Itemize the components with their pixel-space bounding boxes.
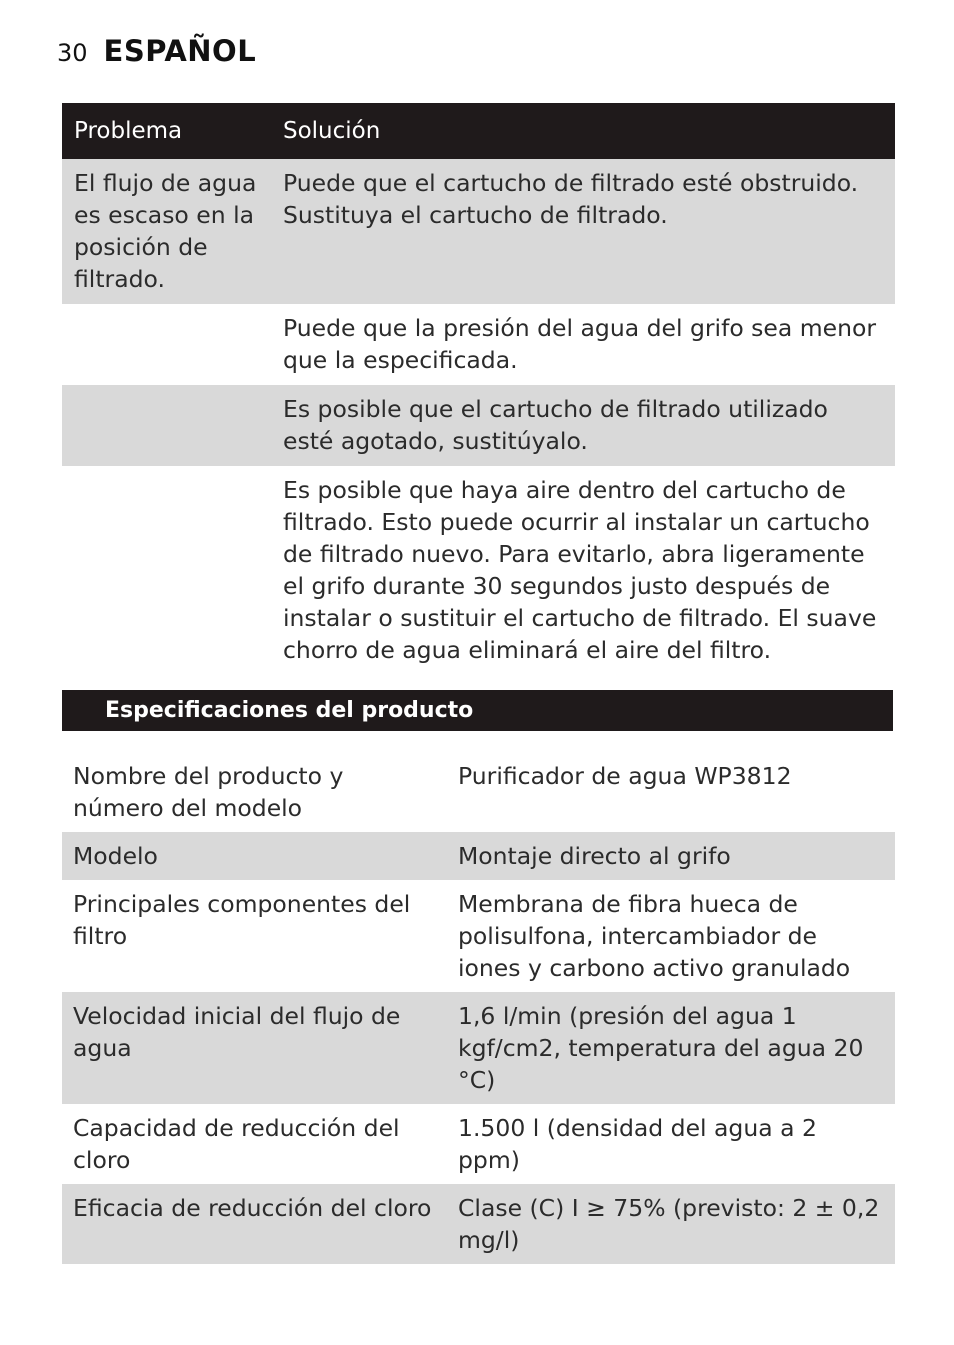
spec-label: Nombre del producto y número del modelo: [73, 762, 344, 822]
spec-label: Velocidad inicial del flujo de agua: [62, 992, 447, 1104]
table-row: [62, 385, 895, 466]
spec-value: Clase (C) I ≥ 75% (previsto: 2 ± 0,2 mg/l): [447, 1184, 895, 1264]
solution-cell: Puede que el cartucho de filtrado esté obstruido. Sustituya el cartucho de filtrado.: [271, 159, 895, 304]
troubleshooting-table: [62, 103, 895, 675]
column-header-problem: Problema: [62, 103, 271, 159]
spec-label: Principales componentes del filtro: [73, 890, 411, 950]
table-header-row: [62, 103, 895, 159]
specifications-table: [62, 752, 895, 1264]
table-row: [62, 1184, 895, 1264]
spec-value: Purificador de agua WP3812: [458, 762, 792, 790]
solution-cell: Es posible que haya aire dentro del cartucho de filtrado. Esto puede ocurrir al instalar un cartucho de filtrado nuevo. Para evitarlo, abra ligeramente el grifo durante 30 segundos justo después de instalar o sustituir el cartucho de filtrado. El suave chorro de agua eliminará el aire del filtro.: [283, 476, 877, 664]
spec-label: Modelo: [62, 832, 447, 880]
problem-cell: [62, 466, 271, 675]
table-row: [62, 304, 895, 385]
spec-value: Membrana de fibra hueca de polisulfona, intercambiador de iones y carbono activo granulado: [458, 890, 851, 982]
solution-cell: Es posible que el cartucho de filtrado utilizado esté agotado, sustitúyalo.: [271, 385, 895, 466]
table-row: [62, 992, 895, 1104]
problem-cell: El flujo de agua es escaso en la posición de filtrado.: [62, 159, 271, 304]
spec-value: 1.500 l (densidad del agua a 2 ppm): [458, 1114, 817, 1174]
problem-cell: [62, 304, 271, 385]
table-row: [62, 1104, 895, 1184]
table-row: [62, 466, 895, 675]
language-title: ESPAÑOL: [103, 34, 257, 68]
page-header: [57, 34, 256, 74]
table-row: [62, 880, 895, 992]
problem-cell: [62, 385, 271, 466]
solution-cell: Puede que la presión del agua del grifo sea menor que la especificada.: [283, 314, 877, 374]
table-row: [62, 832, 895, 880]
section-heading-specifications: Especificaciones del producto: [62, 690, 893, 731]
page-number: 30: [57, 39, 88, 67]
column-header-solution: Solución: [271, 103, 895, 159]
spec-value: 1,6 l/min (presión del agua 1 kgf/cm2, temperatura del agua 20 °C): [447, 992, 895, 1104]
spec-value: Montaje directo al grifo: [447, 832, 895, 880]
table-row: [62, 159, 895, 304]
spec-label: Capacidad de reducción del cloro: [73, 1114, 400, 1174]
spec-label: Eficacia de reducción del cloro: [62, 1184, 447, 1264]
table-row: [62, 752, 895, 832]
